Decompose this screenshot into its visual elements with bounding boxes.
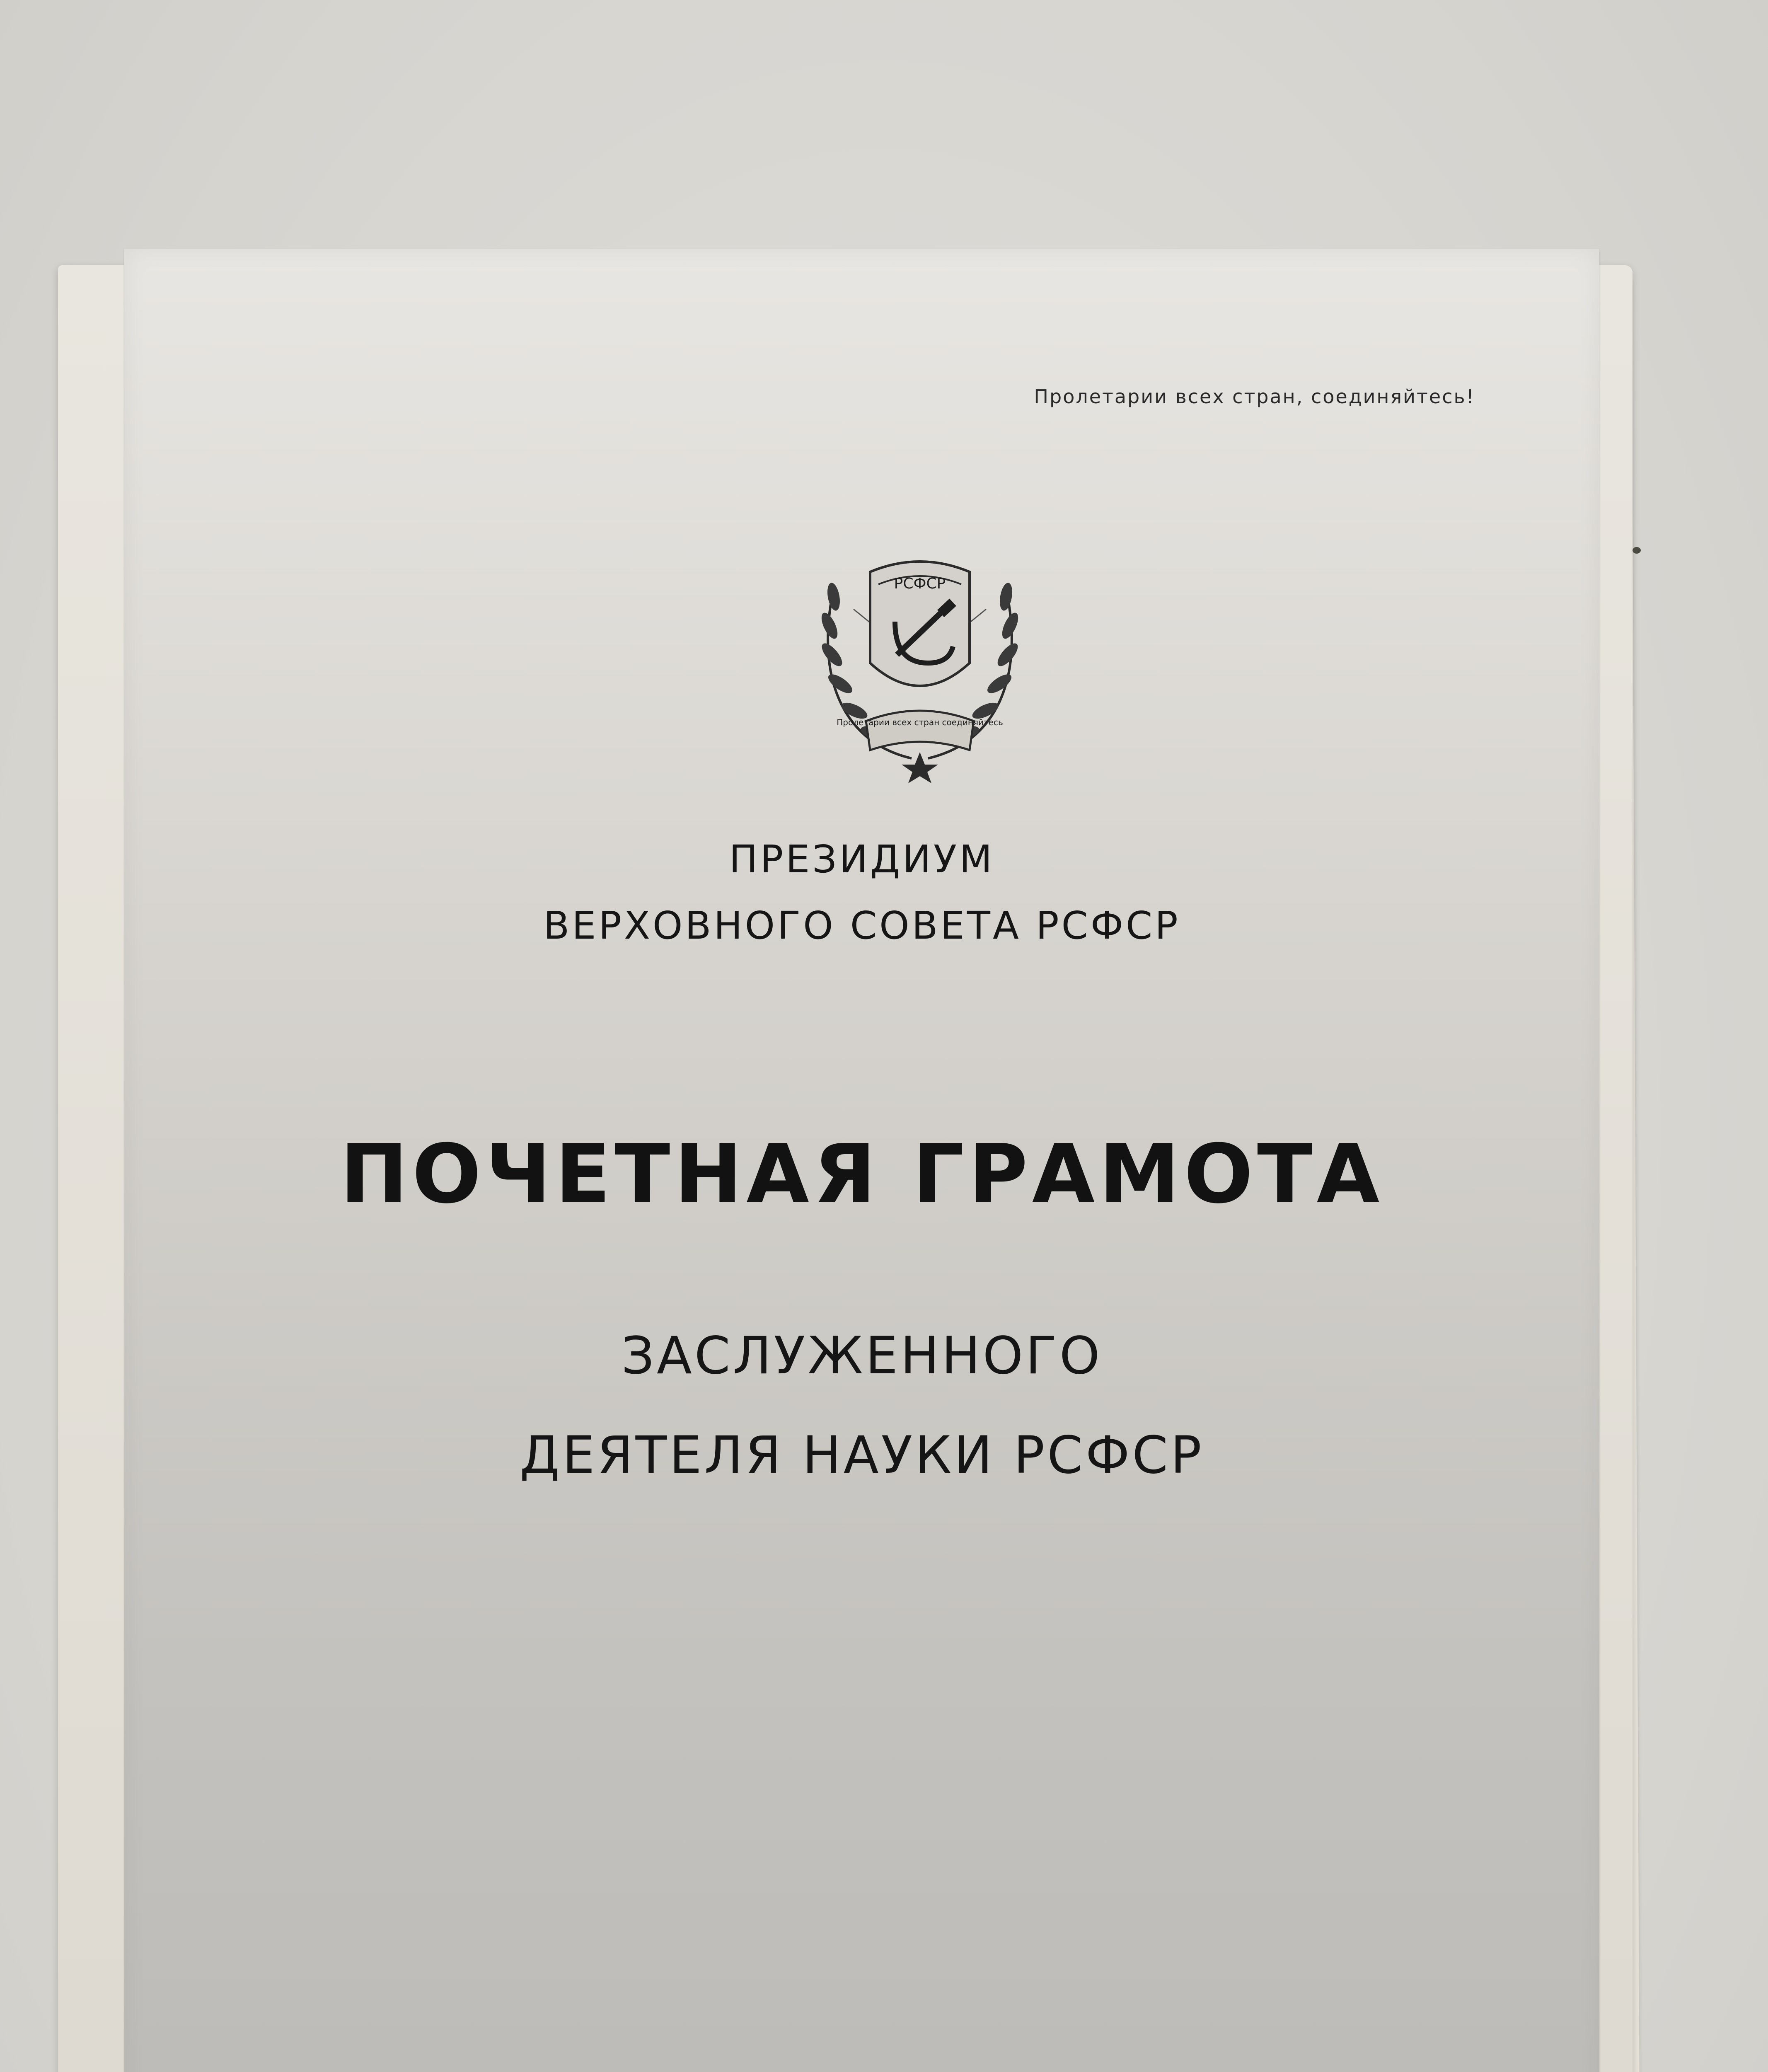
subtitle-line-2: ДЕЯТЕЛЯ НАУКИ РСФСР [520,1426,1204,1485]
certificate-page [124,249,1599,2072]
subtitle-line-1: ЗАСЛУЖЕННОГО [621,1326,1103,1386]
issuer-line-2: ВЕРХОВНОГО СОВЕТА РСФСР [543,903,1180,948]
rsfsr-coat-of-arms-icon [808,526,1032,783]
dust-speck [1633,547,1641,554]
motto: Пролетарии всех стран, соединяйтесь! [1034,385,1475,408]
issuer-line-1: ПРЕЗИДИУМ [729,837,995,881]
emblem-ribbon-text: Пролетарии всех стран соединяйтесь [837,717,1003,727]
emblem-banner-text: РСФСР [894,575,946,592]
certificate-title: ПОЧЕТНАЯ ГРАМОТА [340,1127,1384,1222]
